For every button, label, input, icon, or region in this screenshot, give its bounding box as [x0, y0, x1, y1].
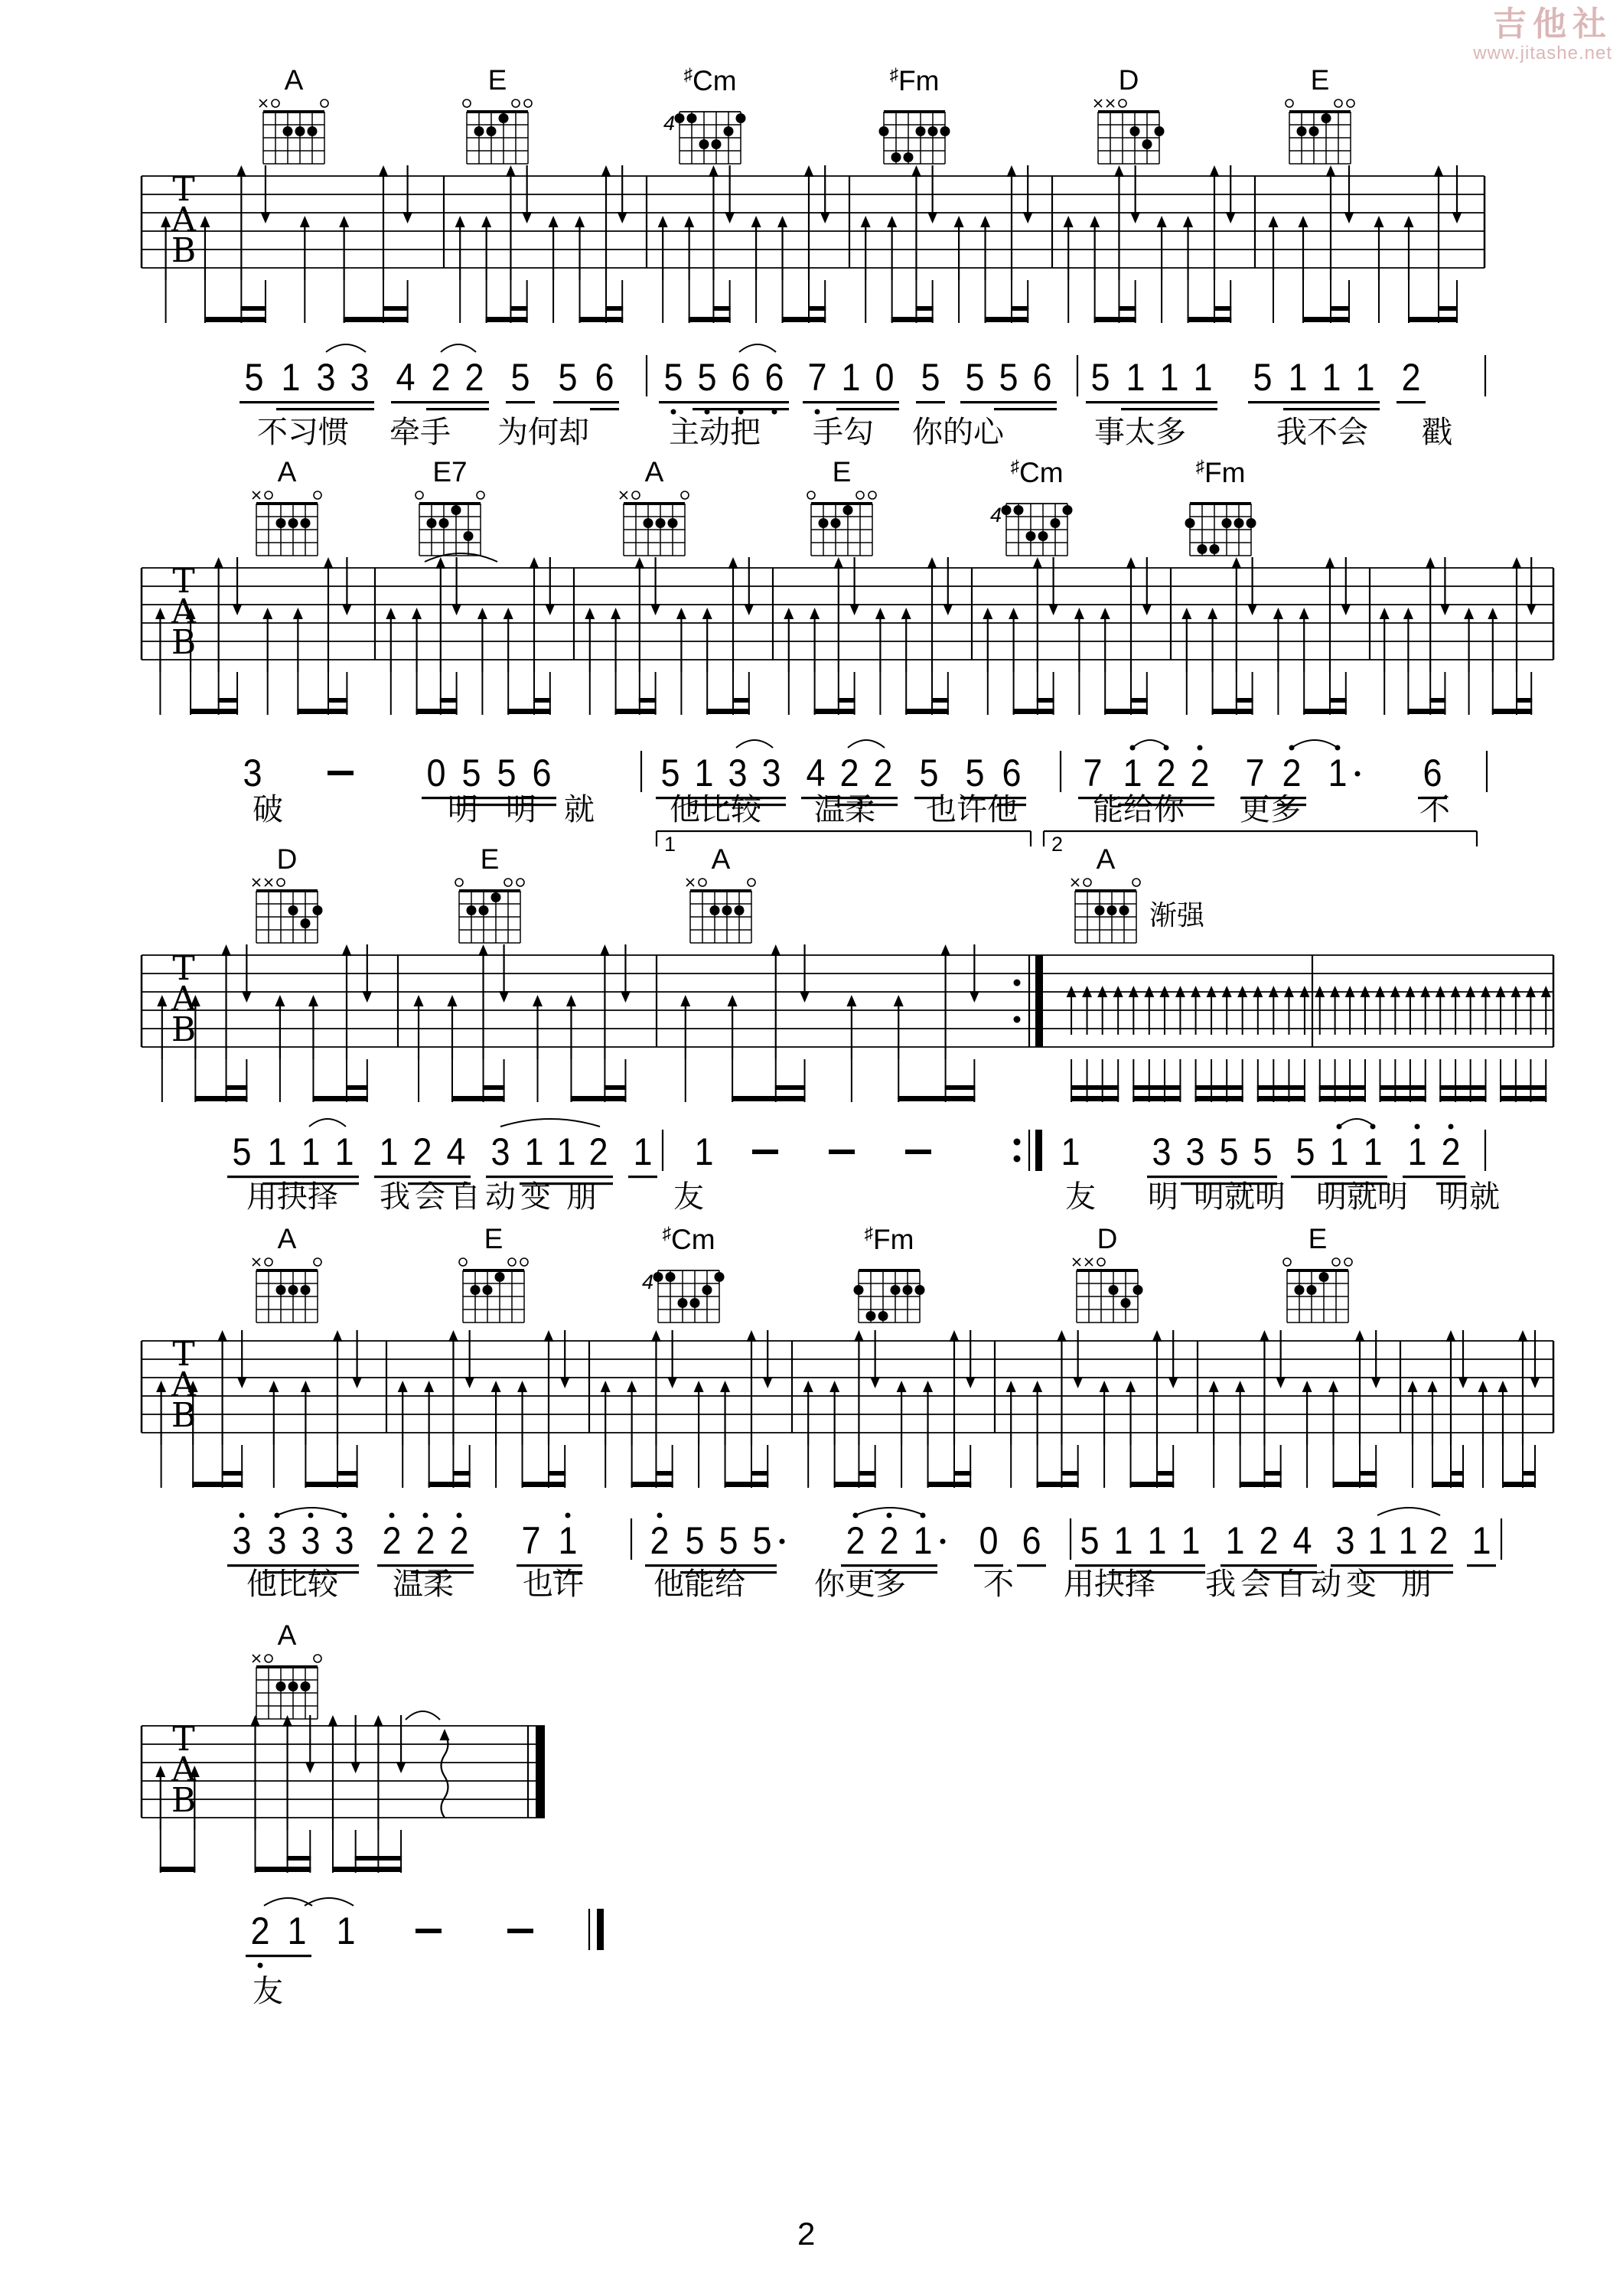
jianpu-number: 7	[807, 356, 827, 399]
jianpu-number: 3	[1185, 1130, 1205, 1173]
tab-clef-letter: A	[171, 201, 196, 240]
jianpu-number: 7	[1245, 752, 1265, 794]
jianpu-number: 2	[250, 1910, 270, 1952]
lyric-syllable: 温柔	[393, 1567, 454, 1601]
jianpu-number: 3	[761, 752, 781, 794]
jianpu-number: 1	[1193, 356, 1213, 399]
chord-name: A	[1096, 843, 1116, 875]
chord-name: A	[277, 1619, 297, 1651]
jianpu-number: 1	[841, 356, 861, 399]
jianpu-number: 6	[731, 356, 751, 399]
jianpu-number: 6	[595, 356, 614, 399]
jianpu-number: 1	[267, 1130, 287, 1173]
jianpu-number: 6	[1002, 752, 1022, 794]
lyric-syllable: 不	[983, 1567, 1014, 1601]
tab-clef-letter: A	[171, 1365, 196, 1404]
jianpu-number: 5	[1090, 356, 1110, 399]
jianpu-number: 5	[685, 1519, 705, 1562]
lyric-syllable: 明就	[1439, 1180, 1500, 1214]
jianpu-number: 2	[879, 1519, 899, 1562]
jianpu-number: 7	[1083, 752, 1103, 794]
tab-clef-letter: B	[171, 1781, 197, 1820]
fret-position-number: 4	[641, 1270, 653, 1293]
chord-name: A	[644, 456, 664, 488]
chord-name: E	[484, 1223, 504, 1254]
lyric-syllable: 朋	[1401, 1567, 1432, 1601]
jianpu-number: 2	[1429, 1519, 1449, 1562]
jianpu-number: 1	[1398, 1519, 1418, 1562]
jianpu-number: 1	[334, 1130, 354, 1173]
jianpu-number: 7	[521, 1519, 541, 1562]
jianpu-number: 2	[382, 1519, 402, 1562]
jianpu-number: 2	[449, 1519, 469, 1562]
lyric-syllable: 为何却	[497, 416, 589, 449]
tab-clef-letter: B	[171, 623, 197, 662]
jianpu-number: 3	[728, 752, 748, 794]
chord-name: E	[832, 456, 852, 488]
jianpu-number: 1	[281, 356, 301, 399]
lyric-syllable: 更多	[1240, 793, 1301, 827]
jianpu-number: 2	[416, 1519, 435, 1562]
jianpu-number: 3	[1152, 1130, 1172, 1173]
jianpu-number: 1	[1288, 356, 1308, 399]
fret-position-number: 4	[663, 112, 675, 135]
tab-clef-letter: T	[172, 1335, 195, 1374]
jianpu-number: 4	[1292, 1519, 1312, 1562]
dynamics-label: 渐强	[1149, 899, 1205, 931]
lyric-syllable: 朋	[566, 1180, 597, 1214]
jianpu-number: 1	[1061, 1130, 1080, 1173]
chord-name: A	[277, 1223, 297, 1254]
chord-name: D	[1118, 64, 1139, 96]
sharp-sign: ♯	[683, 64, 693, 84]
jianpu-number: 4	[806, 752, 826, 794]
tab-clef-letter: A	[171, 980, 196, 1019]
jianpu-number: 1	[1367, 1519, 1387, 1562]
jianpu-number: 1	[1322, 356, 1341, 399]
lyric-syllable: 也许他	[926, 793, 1018, 827]
chord-name: A	[284, 64, 304, 96]
jianpu-number: 6	[1022, 1519, 1041, 1562]
lyric-syllable: 我会自动变	[1205, 1567, 1381, 1601]
jianpu-number: 1	[1471, 1519, 1491, 1562]
fret-position-number: 4	[989, 504, 1002, 527]
jianpu-number: 1	[301, 1130, 321, 1173]
jianpu-number: 5	[461, 752, 481, 794]
jianpu-number: 2	[1282, 752, 1302, 794]
jianpu-number: 3	[243, 752, 262, 794]
jianpu-number: 1	[287, 1910, 307, 1952]
jianpu-number: 5	[965, 356, 985, 399]
lyric-syllable: 他能给	[653, 1567, 745, 1601]
jianpu-number: 3	[267, 1519, 287, 1562]
jianpu-number: 1	[1123, 752, 1142, 794]
jianpu-number: 1	[694, 1130, 714, 1173]
jianpu-number: 5	[1253, 356, 1273, 399]
lyric-syllable: 明	[1148, 1180, 1178, 1214]
jianpu-number: 5	[497, 752, 517, 794]
jianpu-number: 5	[1253, 1130, 1273, 1173]
jianpu-number: 1	[633, 1130, 653, 1173]
volta-number: 1	[664, 833, 676, 856]
chord-name: ♯Cm	[1010, 456, 1064, 488]
jianpu-number: 1	[1355, 356, 1375, 399]
lyric-syllable: 不	[1419, 793, 1450, 827]
lyric-syllable: 你的心	[912, 416, 1004, 449]
jianpu-number: 3	[232, 1519, 252, 1562]
lyric-syllable: 能给你	[1093, 793, 1185, 827]
jianpu-number: 1	[694, 752, 714, 794]
lyric-syllable: 友	[253, 1975, 283, 2008]
jianpu-number: 2	[846, 1519, 865, 1562]
chord-name: ♯Cm	[683, 64, 737, 96]
chord-name: ♯Cm	[662, 1223, 715, 1255]
chord-name: E	[1310, 64, 1330, 96]
jianpu-number: 1	[1329, 1130, 1349, 1173]
lyric-syllable: 不习惯	[257, 416, 349, 449]
jianpu-number: 2	[1156, 752, 1176, 794]
jianpu-number: 1	[1363, 1130, 1383, 1173]
lyric-syllable: 破	[253, 793, 283, 827]
jianpu-number: 5	[232, 1130, 252, 1173]
lyric-syllable: 手勾	[813, 416, 874, 449]
jianpu-number: 3	[350, 356, 370, 399]
jianpu-number: 1	[1225, 1519, 1245, 1562]
jianpu-number: 2	[588, 1130, 608, 1173]
tab-clef-letter: A	[171, 1750, 196, 1789]
jianpu-number: 1	[1126, 356, 1146, 399]
chord-name: D	[1097, 1223, 1118, 1254]
jianpu-number: 2	[464, 356, 484, 399]
jianpu-number: 5	[719, 1519, 738, 1562]
lyric-syllable: 用抉择	[246, 1180, 338, 1214]
chord-name: ♯Fm	[864, 1223, 914, 1255]
jianpu-number: 1	[558, 1519, 578, 1562]
lyric-syllable: 温柔	[814, 793, 875, 827]
tab-clef-letter: B	[171, 1010, 197, 1049]
volta-number: 2	[1051, 833, 1064, 856]
sharp-sign: ♯	[864, 1223, 874, 1243]
chord-name: A	[277, 456, 297, 488]
jianpu-number: 5	[752, 1519, 772, 1562]
jianpu-number: 6	[1423, 752, 1442, 794]
tab-clef-letter: T	[172, 170, 195, 209]
tab-clef-letter: A	[171, 592, 196, 631]
chord-name: ♯Fm	[1195, 456, 1246, 488]
jianpu-number: 1	[1113, 1519, 1133, 1562]
jianpu-number: 5	[660, 752, 680, 794]
chord-name: E7	[432, 456, 468, 488]
lyric-syllable: 明就明	[1316, 1180, 1408, 1214]
jianpu-number: 2	[431, 356, 451, 399]
jianpu-number: 5	[663, 356, 683, 399]
jianpu-number: 4	[396, 356, 416, 399]
jianpu-number: 2	[1259, 1519, 1279, 1562]
jianpu-number: 2	[1190, 752, 1210, 794]
jianpu-number: 2	[1441, 1130, 1461, 1173]
jianpu-number: 2	[412, 1130, 432, 1173]
lyric-syllable: 友	[1065, 1180, 1096, 1214]
chord-name: E	[1308, 1223, 1328, 1254]
lyric-syllable: 事太多	[1094, 416, 1186, 449]
jianpu-number: 2	[1401, 356, 1421, 399]
jianpu-number: 6	[1032, 356, 1052, 399]
chord-name: ♯Fm	[889, 64, 940, 96]
lyric-syllable: 明就明	[1194, 1180, 1286, 1214]
chord-name: E	[487, 64, 507, 96]
jianpu-number: 6	[764, 356, 784, 399]
sharp-sign: ♯	[662, 1223, 671, 1243]
jianpu-number: 5	[999, 356, 1018, 399]
lyric-syllable: 友	[673, 1180, 704, 1214]
lyric-syllable: 牵手	[389, 416, 451, 449]
jianpu-number: 3	[490, 1130, 510, 1173]
jianpu-number: 5	[510, 356, 530, 399]
lyric-syllable: 他比较	[670, 793, 761, 827]
sharp-sign: ♯	[1010, 456, 1019, 476]
lyric-syllable: 明明就	[448, 793, 622, 827]
lyric-syllable: 我不会	[1276, 416, 1368, 449]
lyric-syllable: 用抉择	[1064, 1567, 1155, 1601]
chord-name: E	[480, 843, 500, 875]
jianpu-number: 5	[244, 356, 264, 399]
page-number: 2	[797, 2216, 816, 2252]
lyric-syllable: 你更多	[814, 1567, 906, 1601]
jianpu-number: 5	[1295, 1130, 1315, 1173]
site-logo: 吉他社	[1493, 5, 1612, 43]
jianpu-number: 3	[301, 1519, 321, 1562]
jianpu-number: 5	[921, 356, 940, 399]
lyric-syllable: 我会自动变	[380, 1180, 556, 1214]
jianpu-number: 3	[334, 1519, 354, 1562]
jianpu-number: 6	[532, 752, 552, 794]
jianpu-number: 5	[558, 356, 578, 399]
tab-clef-letter: T	[172, 1720, 195, 1759]
jianpu-number: 0	[875, 356, 895, 399]
jianpu-number: 5	[1080, 1519, 1100, 1562]
lyric-syllable: 戳	[1422, 416, 1452, 449]
jianpu-number: 1	[1407, 1130, 1427, 1173]
jianpu-number: 1	[556, 1130, 576, 1173]
sharp-sign: ♯	[889, 64, 899, 84]
jianpu-number: 1	[379, 1130, 399, 1173]
jianpu-number: 1	[336, 1910, 356, 1952]
tab-clef-letter: B	[171, 1396, 197, 1435]
chord-name: D	[276, 843, 298, 875]
jianpu-number: 1	[1147, 1519, 1167, 1562]
jianpu-number: 5	[919, 752, 939, 794]
tab-clef-letter: B	[171, 231, 197, 270]
jianpu-number: 3	[1335, 1519, 1355, 1562]
jianpu-number: 0	[979, 1519, 999, 1562]
jianpu-number: 2	[839, 752, 859, 794]
jianpu-number: 4	[446, 1130, 466, 1173]
jianpu-number: 1	[913, 1519, 933, 1562]
tab-clef-letter: T	[172, 949, 195, 988]
chord-name: A	[711, 843, 731, 875]
jianpu-number: 1	[1159, 356, 1179, 399]
jianpu-number: 1	[524, 1130, 544, 1173]
jianpu-number: 1	[1181, 1519, 1201, 1562]
jianpu-number: 1	[1328, 752, 1348, 794]
jianpu-number: 0	[426, 752, 446, 794]
sharp-sign: ♯	[1195, 456, 1205, 476]
jianpu-number: 3	[316, 356, 336, 399]
tab-clef-letter: T	[172, 562, 195, 601]
jianpu-number: 5	[965, 752, 985, 794]
jianpu-number: 2	[873, 752, 893, 794]
site-url: www.jitashe.net	[1473, 43, 1612, 64]
lyric-syllable: 他比较	[246, 1567, 338, 1601]
lyric-syllable: 也许	[523, 1567, 584, 1601]
lyric-syllable: 主动把	[669, 416, 761, 449]
jianpu-number: 5	[697, 356, 717, 399]
jianpu-number: 5	[1219, 1130, 1239, 1173]
jianpu-number: 2	[650, 1519, 670, 1562]
